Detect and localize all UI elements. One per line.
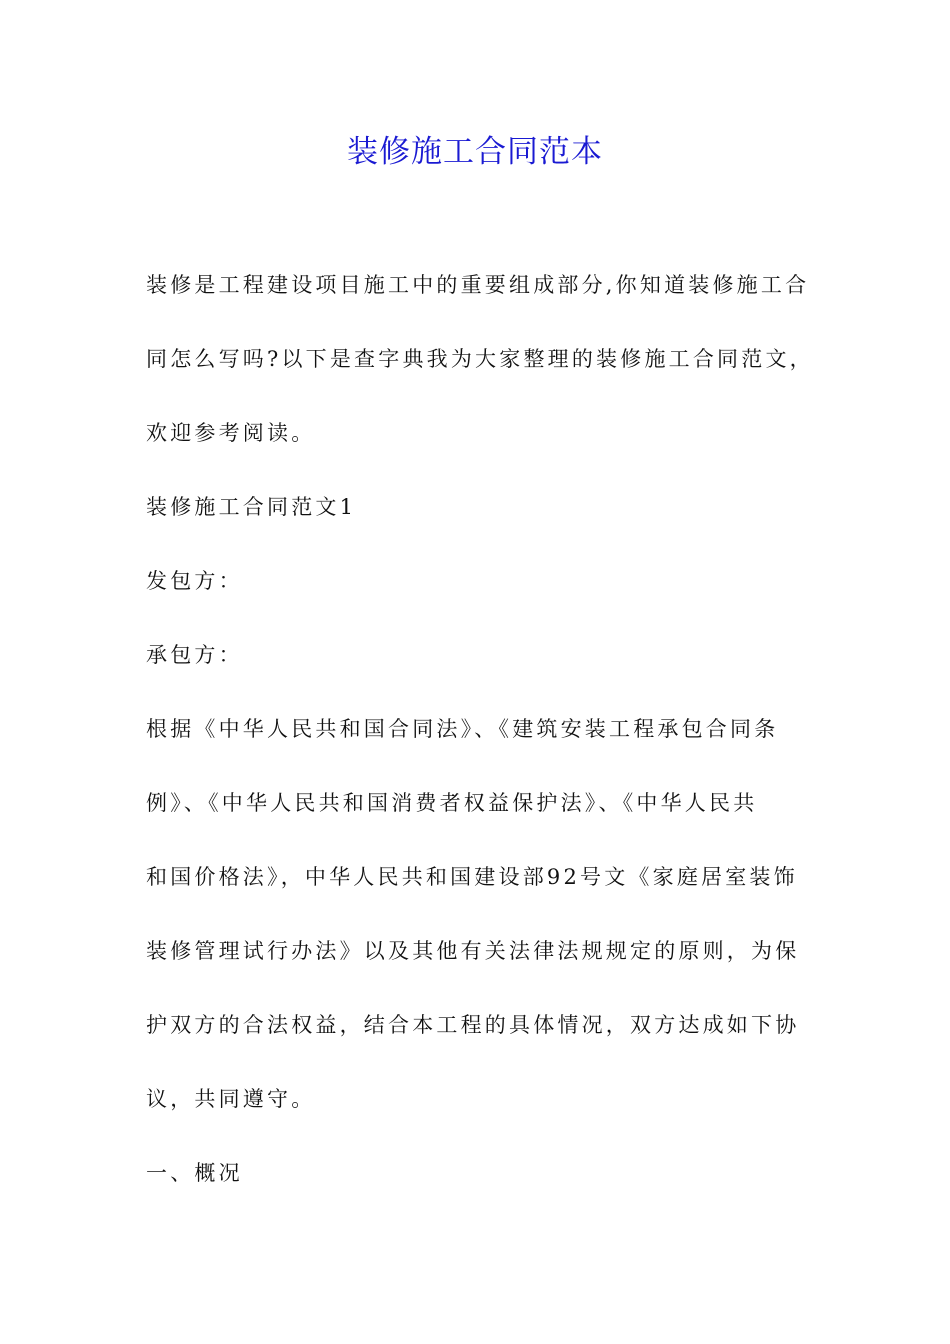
intro-line: 装修是工程建设项目施工中的重要组成部分,你知道装修施工合	[146, 273, 810, 297]
document-body	[146, 248, 814, 1210]
basis-line: 护双方的合法权益，结合本工程的具体情况，双方达成如下协	[146, 1013, 800, 1037]
intro-line: 欢迎参考阅读。	[146, 421, 316, 445]
document-title: 装修施工合同范本	[347, 134, 603, 170]
legal-basis-paragraph	[146, 692, 808, 1136]
section-heading: 装修施工合同范文1	[146, 495, 357, 519]
basis-line: 根据《中华人民共和国合同法》、《建筑安装工程承包合同条	[146, 717, 779, 741]
intro-line: 同怎么写吗?以下是查字典我为大家整理的装修施工合同范文，	[146, 347, 814, 371]
intro-paragraph	[146, 248, 814, 470]
party-a-label: 发包方：	[146, 569, 243, 593]
basis-line: 装修管理试行办法》以及其他有关法律法规规定的原则，为保	[146, 939, 800, 963]
article-one-heading: 一、概况	[146, 1161, 243, 1185]
basis-line: 例》、《中华人民共和国消费者权益保护法》、《中华人民共	[146, 791, 758, 815]
party-b-label: 承包方：	[146, 643, 243, 667]
basis-line: 和国价格法》，中华人民共和国建设部92号文《家庭居室装饰	[146, 865, 798, 889]
basis-line: 议，共同遵守。	[146, 1087, 316, 1111]
